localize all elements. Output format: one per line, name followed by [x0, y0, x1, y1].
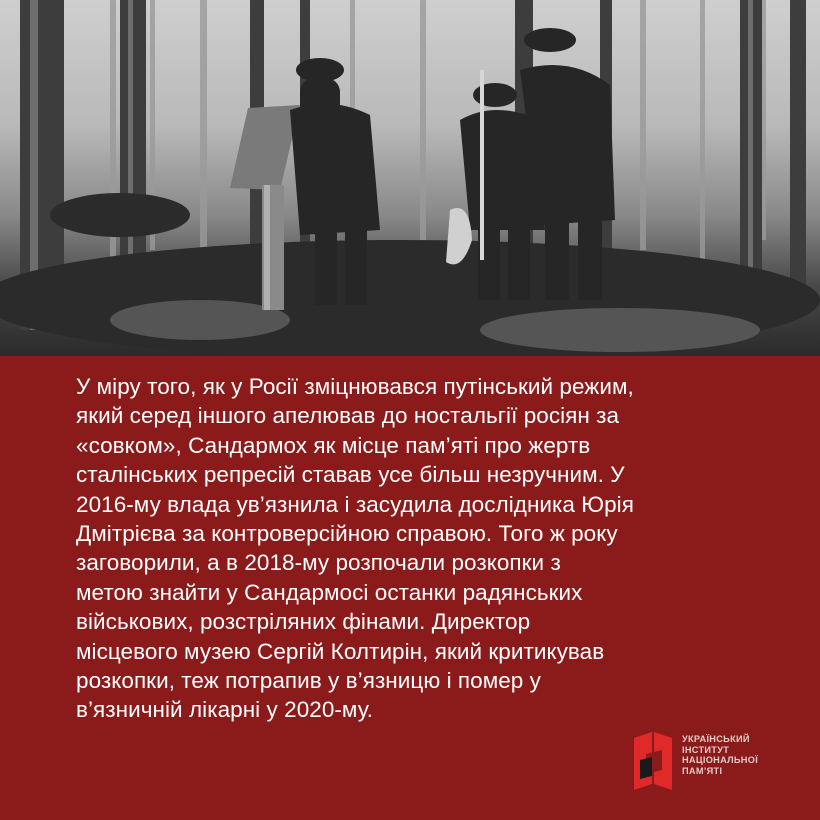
institute-logo-text [682, 734, 758, 776]
forest-scene-illustration [0, 0, 820, 356]
body-text-line: в’язничній лікарні у 2020-му. [76, 697, 374, 723]
institute-logo-mark-icon [632, 730, 674, 792]
body-text-line: військових, розстріляних фінами. Директор [76, 609, 531, 635]
header-photo [0, 0, 820, 356]
body-text [76, 372, 756, 725]
logo-text-line: ПАМ’ЯТІ [682, 765, 723, 776]
logo-text-line: УКРАЇНСЬКИЙ [682, 734, 750, 744]
body-text-line: сталінських репресій ставав усе більш незручним. У [76, 462, 625, 488]
body-text-line: заговорили, а в 2018-му розпочали розкопки з [76, 550, 561, 576]
body-text-line: Дмітрієва за контроверсійною справою. Того ж року [76, 521, 618, 547]
institute-logo [632, 730, 800, 792]
body-text-line: місцевого музею Сергій Колтирін, який критикував [76, 638, 605, 664]
body-text-line: «совком», Сандармох як місце пам’яті про жертв [76, 432, 591, 458]
body-text-line: У міру того, як у Росії зміцнювався путінський режим, [76, 374, 634, 399]
body-text-line: 2016-му влада ув’язнила і засудила дослідника Юрія [76, 491, 634, 517]
body-text-line: метою знайти у Сандармосі останки радянських [76, 579, 583, 605]
logo-text-line: ІНСТИТУТ [682, 744, 730, 755]
body-text-line: який серед іншого апелював до ностальгії росіян за [76, 403, 620, 429]
logo-text-line: НАЦІОНАЛЬНОЇ [682, 755, 759, 766]
body-text-line: розкопки, теж потрапив у в’язницю і помер у [76, 668, 541, 694]
